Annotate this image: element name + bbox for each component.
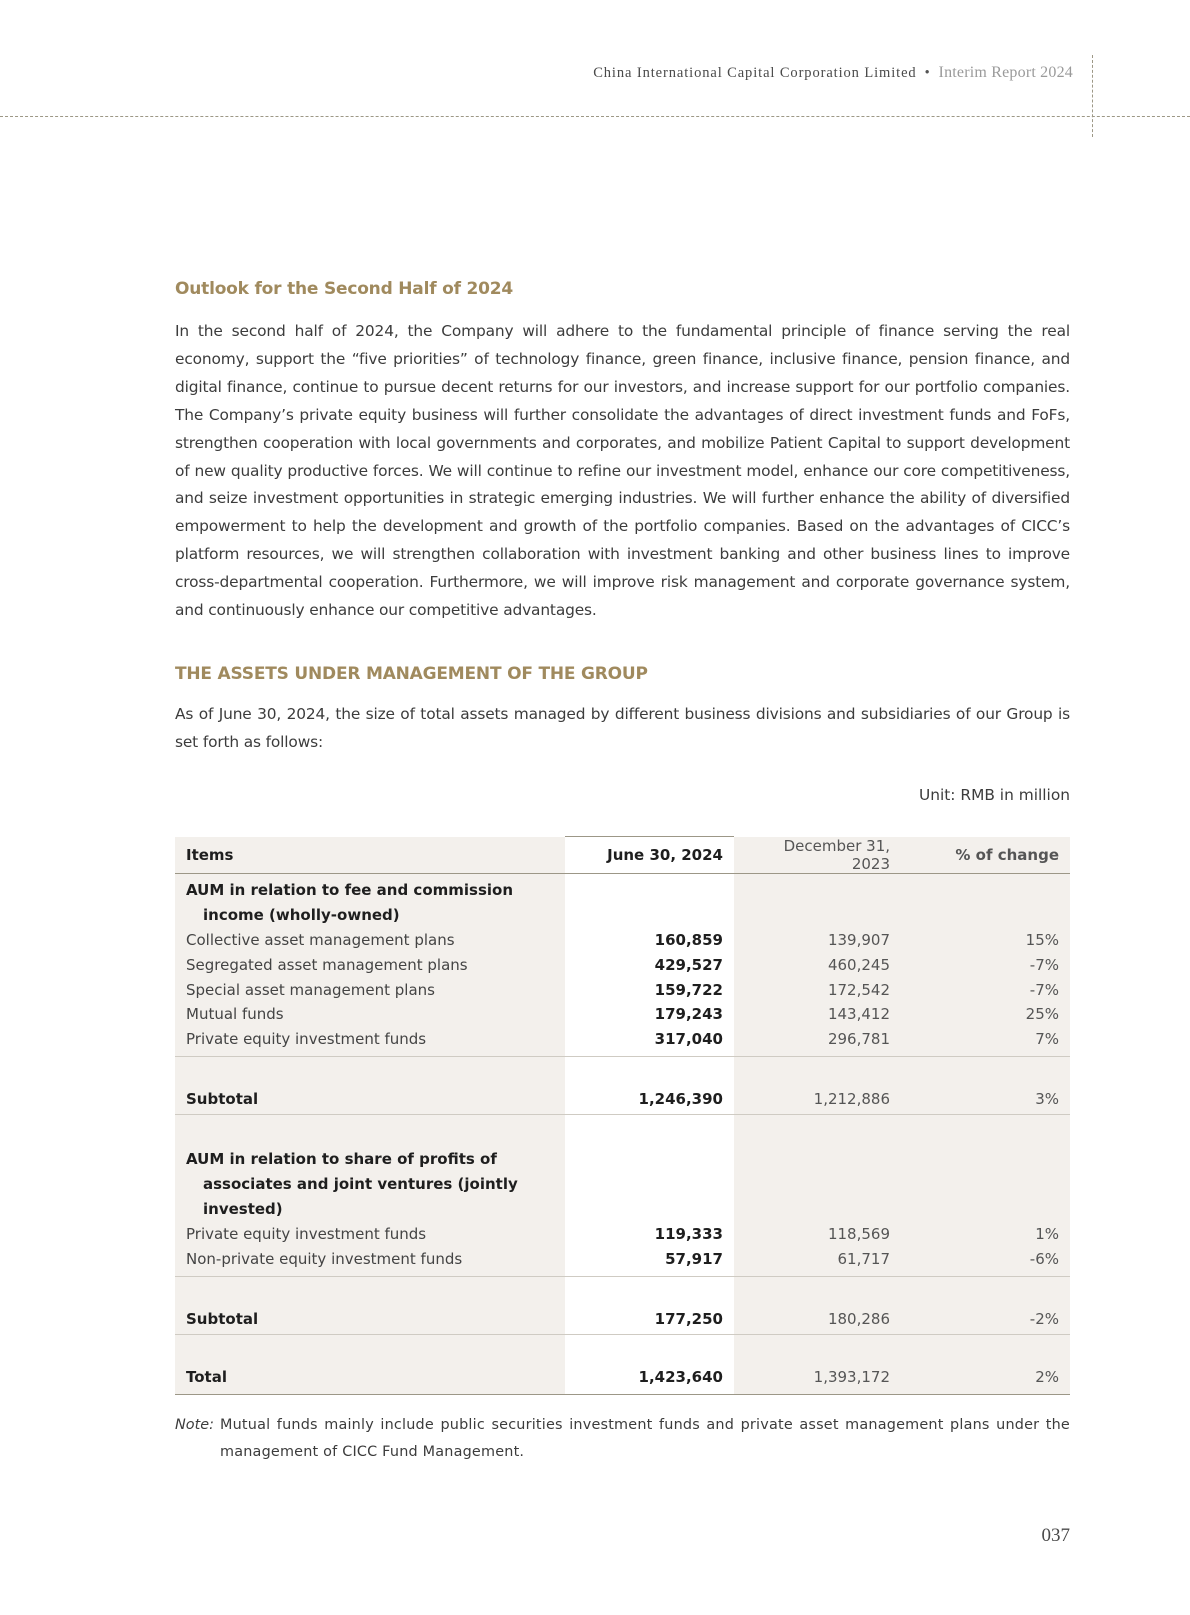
row-change: 7%	[910, 1027, 1070, 1056]
total-jun2024: 1,423,640	[565, 1334, 734, 1394]
subtotal-label: Subtotal	[175, 1276, 565, 1334]
table-row	[175, 978, 1070, 1003]
section-title-aum: THE ASSETS UNDER MANAGEMENT OF THE GROUP	[175, 664, 648, 684]
header-vertical-dashed-rule	[1092, 55, 1093, 137]
subtotal-row	[175, 1276, 1070, 1334]
subtotal-dec2023: 180,286	[734, 1276, 910, 1334]
note-text: Mutual funds mainly include public securities investment funds and private asset management plans under the management of CICC Fund Management.	[220, 1417, 1070, 1460]
group-heading-fee-commission: AUM in relation to fee and commission income (wholly-owned)	[175, 874, 565, 929]
total-dec2023: 1,393,172	[734, 1334, 910, 1394]
row-change: -7%	[910, 953, 1070, 978]
row-item: Private equity investment funds	[175, 1027, 565, 1056]
row-jun2024: 119,333	[565, 1222, 734, 1247]
table-note	[175, 1412, 1070, 1466]
subtotal-change: 3%	[910, 1056, 1070, 1114]
row-change: 1%	[910, 1222, 1070, 1247]
subtotal-change: -2%	[910, 1276, 1070, 1334]
header-separator: •	[924, 65, 931, 81]
header-dashed-rule	[0, 116, 1190, 117]
row-jun2024: 159,722	[565, 978, 734, 1003]
total-change: 2%	[910, 1334, 1070, 1394]
row-jun2024: 429,527	[565, 953, 734, 978]
table-row	[175, 1247, 1070, 1276]
aum-intro-paragraph: As of June 30, 2024, the size of total assets managed by different business divisions and subsidiaries of our Group is set forth as follows:	[175, 705, 1070, 751]
page-number: 037	[1041, 1525, 1070, 1546]
row-item: Collective asset management plans	[175, 928, 565, 953]
row-dec2023: 172,542	[734, 978, 910, 1003]
table-row	[175, 1027, 1070, 1056]
col-header-dec2023: December 31, 2023	[734, 837, 910, 874]
table-row	[175, 953, 1070, 978]
note-label: Note:	[175, 1417, 214, 1433]
row-dec2023: 139,907	[734, 928, 910, 953]
total-row	[175, 1334, 1070, 1394]
row-item: Mutual funds	[175, 1002, 565, 1027]
row-dec2023: 296,781	[734, 1027, 910, 1056]
table-header-row	[175, 837, 1070, 874]
section-title-outlook: Outlook for the Second Half of 2024	[175, 279, 514, 299]
row-dec2023: 460,245	[734, 953, 910, 978]
row-change: 15%	[910, 928, 1070, 953]
row-item: Segregated asset management plans	[175, 953, 565, 978]
header-company: China International Capital Corporation Limited	[593, 65, 917, 81]
header-report-title: Interim Report 2024	[938, 64, 1073, 81]
row-dec2023: 143,412	[734, 1002, 910, 1027]
row-jun2024: 160,859	[565, 928, 734, 953]
table-row	[175, 1002, 1070, 1027]
subtotal-jun2024: 1,246,390	[565, 1056, 734, 1114]
unit-label: Unit: RMB in million	[918, 786, 1070, 804]
col-header-items: Items	[175, 837, 565, 874]
col-header-jun2024: June 30, 2024	[565, 837, 734, 874]
subtotal-label: Subtotal	[175, 1056, 565, 1114]
row-dec2023: 118,569	[734, 1222, 910, 1247]
table-row	[175, 928, 1070, 953]
subtotal-row	[175, 1056, 1070, 1114]
row-change: -7%	[910, 978, 1070, 1003]
outlook-paragraph: In the second half of 2024, the Company will adhere to the fundamental principle of finance serving the real economy, support the “five priorities” of technology finance, green finance, inclusive finance, pension finance, and digital finance, continue to pursue decent returns for our investors, and increase support for our portfolio companies. The Company’s private equity business will further consolidate the advantages of direct investment funds and FoFs, strengthen cooperation with local governments and corporates, and mobilize Patient Capital to support development of new quality productive forces. We will continue to refine our investment model, enhance our core competitiveness, and seize investment opportunities in strategic emerging industries. We will further enhance the ability of diversified empowerment to help the development and growth of the portfolio companies. Based on the advantages of CICC’s platform resources, we will strengthen collaboration with investment banking and other business lines to improve cross-departmental cooperation. Furthermore, we will improve risk management and corporate governance system, and continuously enhance our competitive advantages.	[175, 322, 1070, 620]
subtotal-dec2023: 1,212,886	[734, 1056, 910, 1114]
running-header	[593, 64, 1073, 82]
row-jun2024: 57,917	[565, 1247, 734, 1276]
group-heading-row	[175, 1143, 1070, 1222]
row-dec2023: 61,717	[734, 1247, 910, 1276]
total-label: Total	[175, 1334, 565, 1394]
table-row	[175, 1222, 1070, 1247]
subtotal-jun2024: 177,250	[565, 1276, 734, 1334]
group-heading-row	[175, 874, 1070, 929]
row-item: Private equity investment funds	[175, 1222, 565, 1247]
row-item: Non-private equity investment funds	[175, 1247, 565, 1276]
row-change: 25%	[910, 1002, 1070, 1027]
group-heading-associates-jv: AUM in relation to share of profits of associates and joint ventures (jointly invested)	[175, 1143, 565, 1222]
row-change: -6%	[910, 1247, 1070, 1276]
row-jun2024: 317,040	[565, 1027, 734, 1056]
row-item: Special asset management plans	[175, 978, 565, 1003]
aum-table	[175, 836, 1070, 1395]
row-jun2024: 179,243	[565, 1002, 734, 1027]
col-header-change: % of change	[910, 837, 1070, 874]
